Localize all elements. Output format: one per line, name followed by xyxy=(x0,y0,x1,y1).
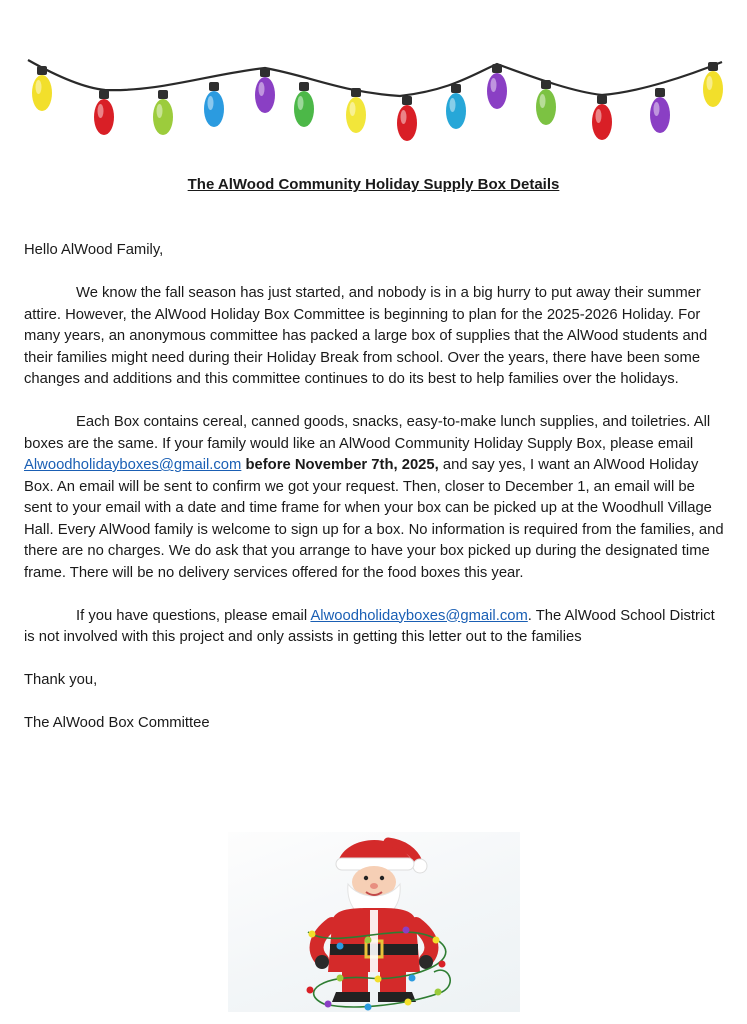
signature: The AlWood Box Committee xyxy=(24,715,210,731)
light-bulb-icon xyxy=(94,90,114,135)
closing: Thank you, xyxy=(24,672,98,688)
light-bulb-icon xyxy=(592,95,612,140)
light-bulb-icon xyxy=(650,88,670,133)
page-title: The AlWood Community Holiday Supply Box Details xyxy=(187,176,560,193)
questions-text: If you have questions, please email xyxy=(76,607,311,624)
light-bulb-icon xyxy=(446,84,466,129)
paragraph-box-details xyxy=(24,412,724,584)
light-bulb-icon xyxy=(346,88,366,133)
questions-text-continued: . The AlWood School District is not involved with this project and only assists in getting this letter out to the families xyxy=(24,607,715,645)
light-bulb-icon xyxy=(204,82,224,127)
light-bulb-icon xyxy=(32,66,52,111)
deadline-text: before November 7th, 2025, xyxy=(245,457,439,473)
box-details-text: Each Box contains cereal, canned goods, snacks, easy-to-make lunch supplies, and toiletries. All boxes are the same. If your family would like an AlWood Community Holiday Supply Box, please email xyxy=(24,414,711,452)
light-bulb-icon xyxy=(487,64,507,109)
light-string-wire xyxy=(28,60,722,96)
santa-illustration xyxy=(228,832,520,1012)
email-link[interactable]: Alwoodholidayboxes@gmail.com xyxy=(24,457,242,473)
paragraph-intro: We know the fall season has just started, and nobody is in a big hurry to put away their summer attire. However, the AlWood Holiday Box Committee is beginning to plan for the 2025-2026 Holiday. For many years, an anonymous committee has packed a large box of supplies that the AlWood students and their families might need during their Holiday Break from school. Over the years, there have been some changes and additions and this committee continues to do its best to help families over the holidays. xyxy=(24,285,708,387)
box-details-text-continued: and say yes, I want an AlWood Holiday Box. An email will be sent to confirm we got your request. Then, closer to December 1, an email will be sent to your email with a date and time frame for when your box can be picked up at the Woodhull Village Hall. Every AlWood family is welcome to sign up for a box. No information is required from the families, and there are no charges. We do ask that you arrange to have your box picked up during the designated time frame. There will be no delivery services offered for the food boxes this year. xyxy=(24,457,724,581)
holiday-lights-garland xyxy=(0,40,747,150)
paragraph-questions xyxy=(24,606,724,649)
light-bulb-icon xyxy=(255,68,275,113)
greeting: Hello AlWood Family, xyxy=(24,242,164,258)
santa-icon xyxy=(228,832,520,1012)
light-bulb-icon xyxy=(294,82,314,127)
light-bulb-icon xyxy=(536,80,556,125)
email-link-questions[interactable]: Alwoodholidayboxes@gmail.com xyxy=(310,607,528,624)
light-bulb-icon xyxy=(153,90,173,135)
letter-body xyxy=(24,240,724,756)
light-bulb-icon xyxy=(397,96,417,141)
